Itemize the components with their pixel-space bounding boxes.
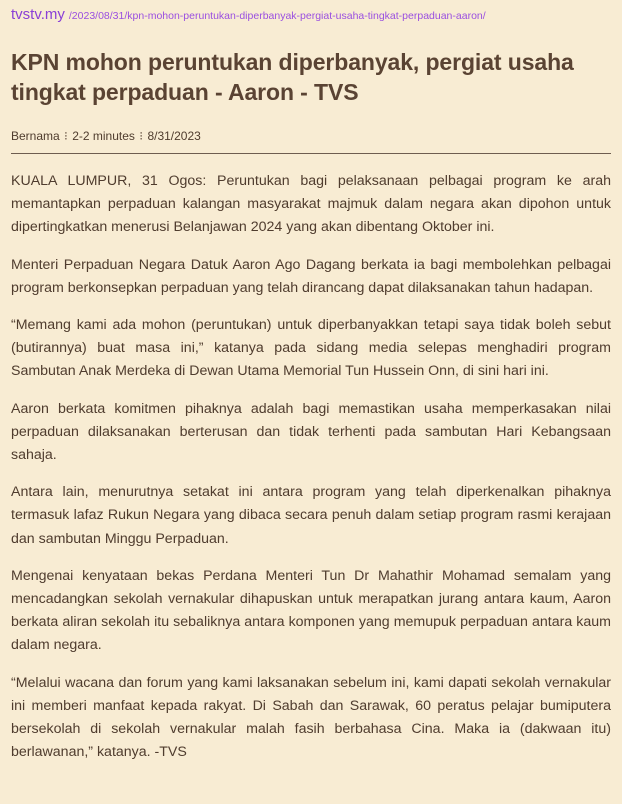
article-paragraph: KUALA LUMPUR, 31 Ogos: Peruntukan bagi pelaksanaan pelbagai program ke arah memantapkan perpaduan kalangan masyarakat majmuk dalam negara akan dipohon untuk dipertingkatkan menerusi Belanjawan 2024 yang akan dibentang Oktober ini. (11, 173, 611, 236)
article-meta (11, 129, 611, 145)
article-paragraph: Antara lain, menurutnya setakat ini antara program yang telah diperkenalkan pihaknya termasuk lafaz Rukun Negara yang dibaca secara penuh dalam setiap program rasmi kerajaan dan sambutan Minggu Perpaduan. (11, 484, 611, 547)
article-paragraph: Menteri Perpaduan Negara Datuk Aaron Ago Dagang berkata ia bagi membolehkan pelbagai program berkonsepkan perpaduan yang telah dirancang dapat dilaksanakan tahun hadapan. (11, 256, 611, 296)
article-body (11, 170, 611, 764)
title-divider (11, 153, 611, 154)
source-path-link[interactable]: /2023/08/31/kpn-mohon-peruntukan-diperbanyak-pergiat-usaha-tingkat-perpaduan-aaron/ (68, 10, 486, 22)
article-paragraph: “Memang kami ada mohon (peruntukan) untuk diperbanyakkan tetapi saya tidak boleh sebut (butirannya) buat masa ini,” katanya pada sidang media selepas menghadiri program Sambutan Anak Merdeka di Dewan Utama Memorial Tun Hussein Onn, di sini hari ini. (11, 317, 611, 380)
meta-separator: ⁝ (64, 129, 68, 143)
article-paragraph: Mengenai kenyataan bekas Perdana Menteri Tun Dr Mahathir Mohamad semalam yang mencadangkan sekolah vernakular dihapuskan untuk merapatkan jurang antara kaum, Aaron berkata aliran sekolah itu sebaliknya antara komponen yang memupuk perpaduan antara kaum dalam negara. (11, 567, 611, 654)
source-url (11, 6, 611, 26)
article-author: Bernama (11, 129, 60, 143)
article-paragraph: “Melalui wacana dan forum yang kami laksanakan sebelum ini, kami dapati sekolah vernakular ini memberi manfaat kepada rakyat. Di Sabah dan Sarawak, 60 peratus pelajar bumiputera bersekolah di sekolah vernakular malah fasih berbahasa Cina. Maka ia (dakwaan itu) berlawanan,” katanya. -TVS (11, 674, 611, 761)
reading-time: 2-2 minutes (72, 129, 135, 143)
meta-separator: ⁝ (139, 129, 144, 143)
reader-view (11, 0, 611, 778)
article-title: KPN mohon peruntukan diperbanyak, pergiat usaha tingkat perpaduan - Aaron - TVS (11, 49, 574, 105)
article-date: 8/31/2023 (147, 129, 201, 143)
source-domain-link[interactable]: tvstv.my (11, 6, 65, 23)
article-paragraph: Aaron berkata komitmen pihaknya adalah bagi memastikan usaha memperkasakan nilai perpaduan dilaksanakan berterusan dan tidak terhenti pada sambutan Hari Kebangsaan sahaja. (11, 400, 611, 464)
